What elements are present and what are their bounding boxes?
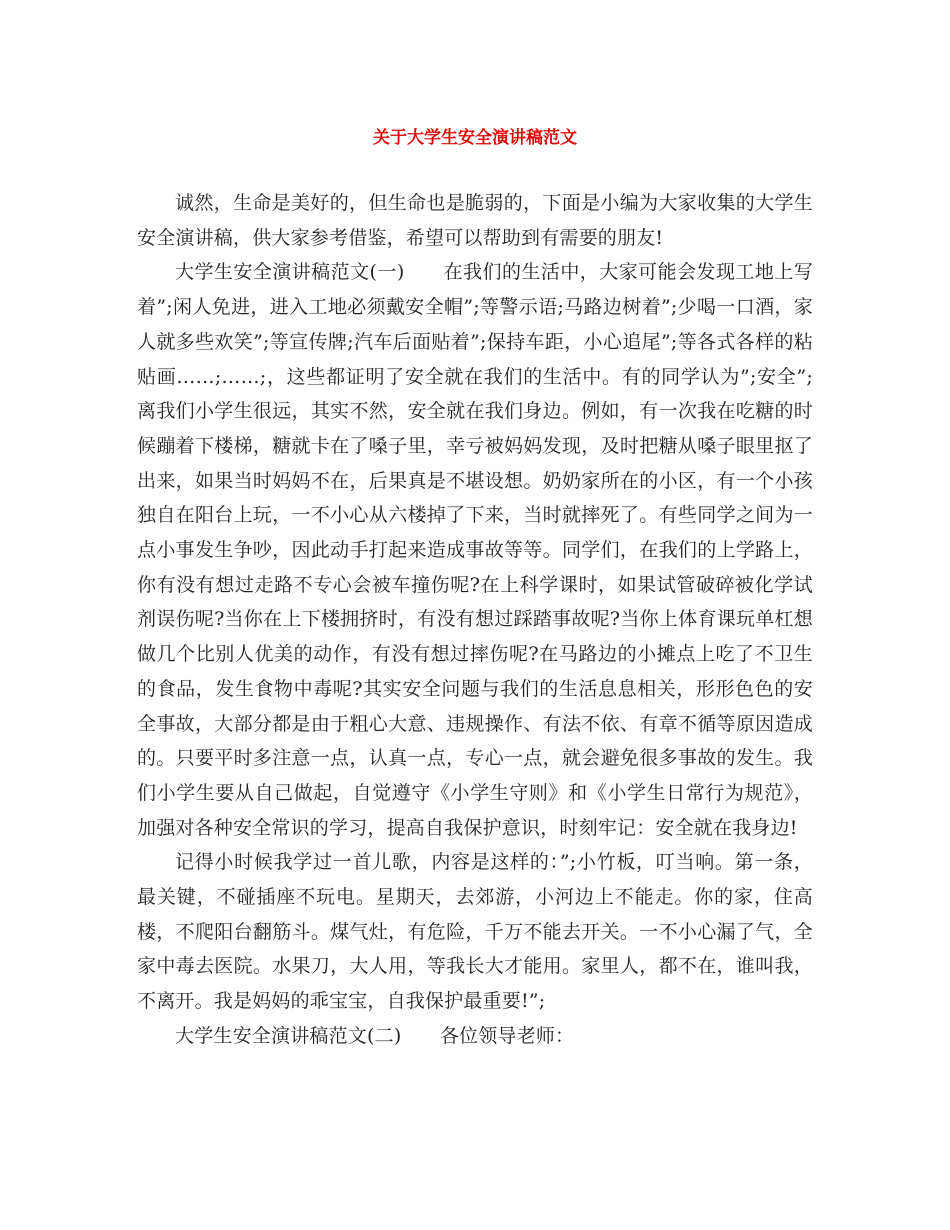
- document-title: 关于大学生安全演讲稿范文: [373, 128, 577, 148]
- nursery-rhyme-paragraph: 记得小时候我学过一首儿歌，内容是这样的：”;小竹板，叮当响。第一条，最关键，不碰插座不玩电。星期天，去郊游，小河边上不能走。你的家，住高楼，不爬阳台翻筋斗。煤气灶，有危险，千万不能去开关。一不小心漏了气，全家中毒去医院。水果刀，大人用，等我长大才能用。家里人，都不在，谁叫我，不离开。我是妈妈的乖宝宝，自我保护最重要!”;: [137, 851, 813, 1013]
- speech-one-paragraph: 大学生安全演讲稿范文(一) 在我们的生活中，大家可能会发现工地上写着”;闲人免进，进入工地必须戴安全帽”;等警示语;马路边树着”;少喝一口酒，家人就多些欢笑”;等宣传牌;汽车后面贴着”;保持车距，小心追尾”;等各式各样的粘贴画……;……;，这些都证明了安全就在我们的生活中。有的同学认为”;安全”;离我们小学生很远，其实不然，安全就在我们身边。例如，有一次我在吃糖的时候蹦着下楼梯，糖就卡在了嗓子里，幸亏被妈妈发现，及时把糖从嗓子眼里抠了出来，如果当时妈妈不在，后果真是不堪设想。奶奶家所在的小区，有一个小孩独自在阳台上玩，一不小心从六楼掉了下来，当时就摔死了。有些同学之间为一点小事发生争吵，因此动手打起来造成事故等等。同学们，在我们的上学路上，你有没有想过走路不专心会被车撞伤呢?在上科学课时，如果试管破碎被化学试剂误伤呢?当你在上下楼拥挤时，有没有想过踩踏事故呢?当你上体育课玩单杠想做几个比别人优美的动作，有没有想过摔伤呢?在马路边的小摊点上吃了不卫生的食品，发生食物中毒呢?其实安全问题与我们的生活息息相关，形形色色的安全事故，大部分都是由于粗心大意、违规操作、有法不依、有章不循等原因造成的。只要平时多注意一点，认真一点，专心一点，就会避免很多事故的发生。我们小学生要从自己做起，自觉遵守《小学生守则》和《小学生日常行为规范》，加强对各种安全常识的学习，提高自我保护意识，时刻牢记：安全就在我身边!: [137, 261, 813, 839]
- document-body: [137, 186, 813, 1054]
- intro-paragraph: 诚然，生命是美好的，但生命也是脆弱的，下面是小编为大家收集的大学生安全演讲稿，供大家参考借鉴，希望可以帮助到有需要的朋友!: [137, 192, 813, 249]
- speech-two-heading-paragraph: 大学生安全演讲稿范文(二) 各位领导老师：: [175, 1024, 575, 1047]
